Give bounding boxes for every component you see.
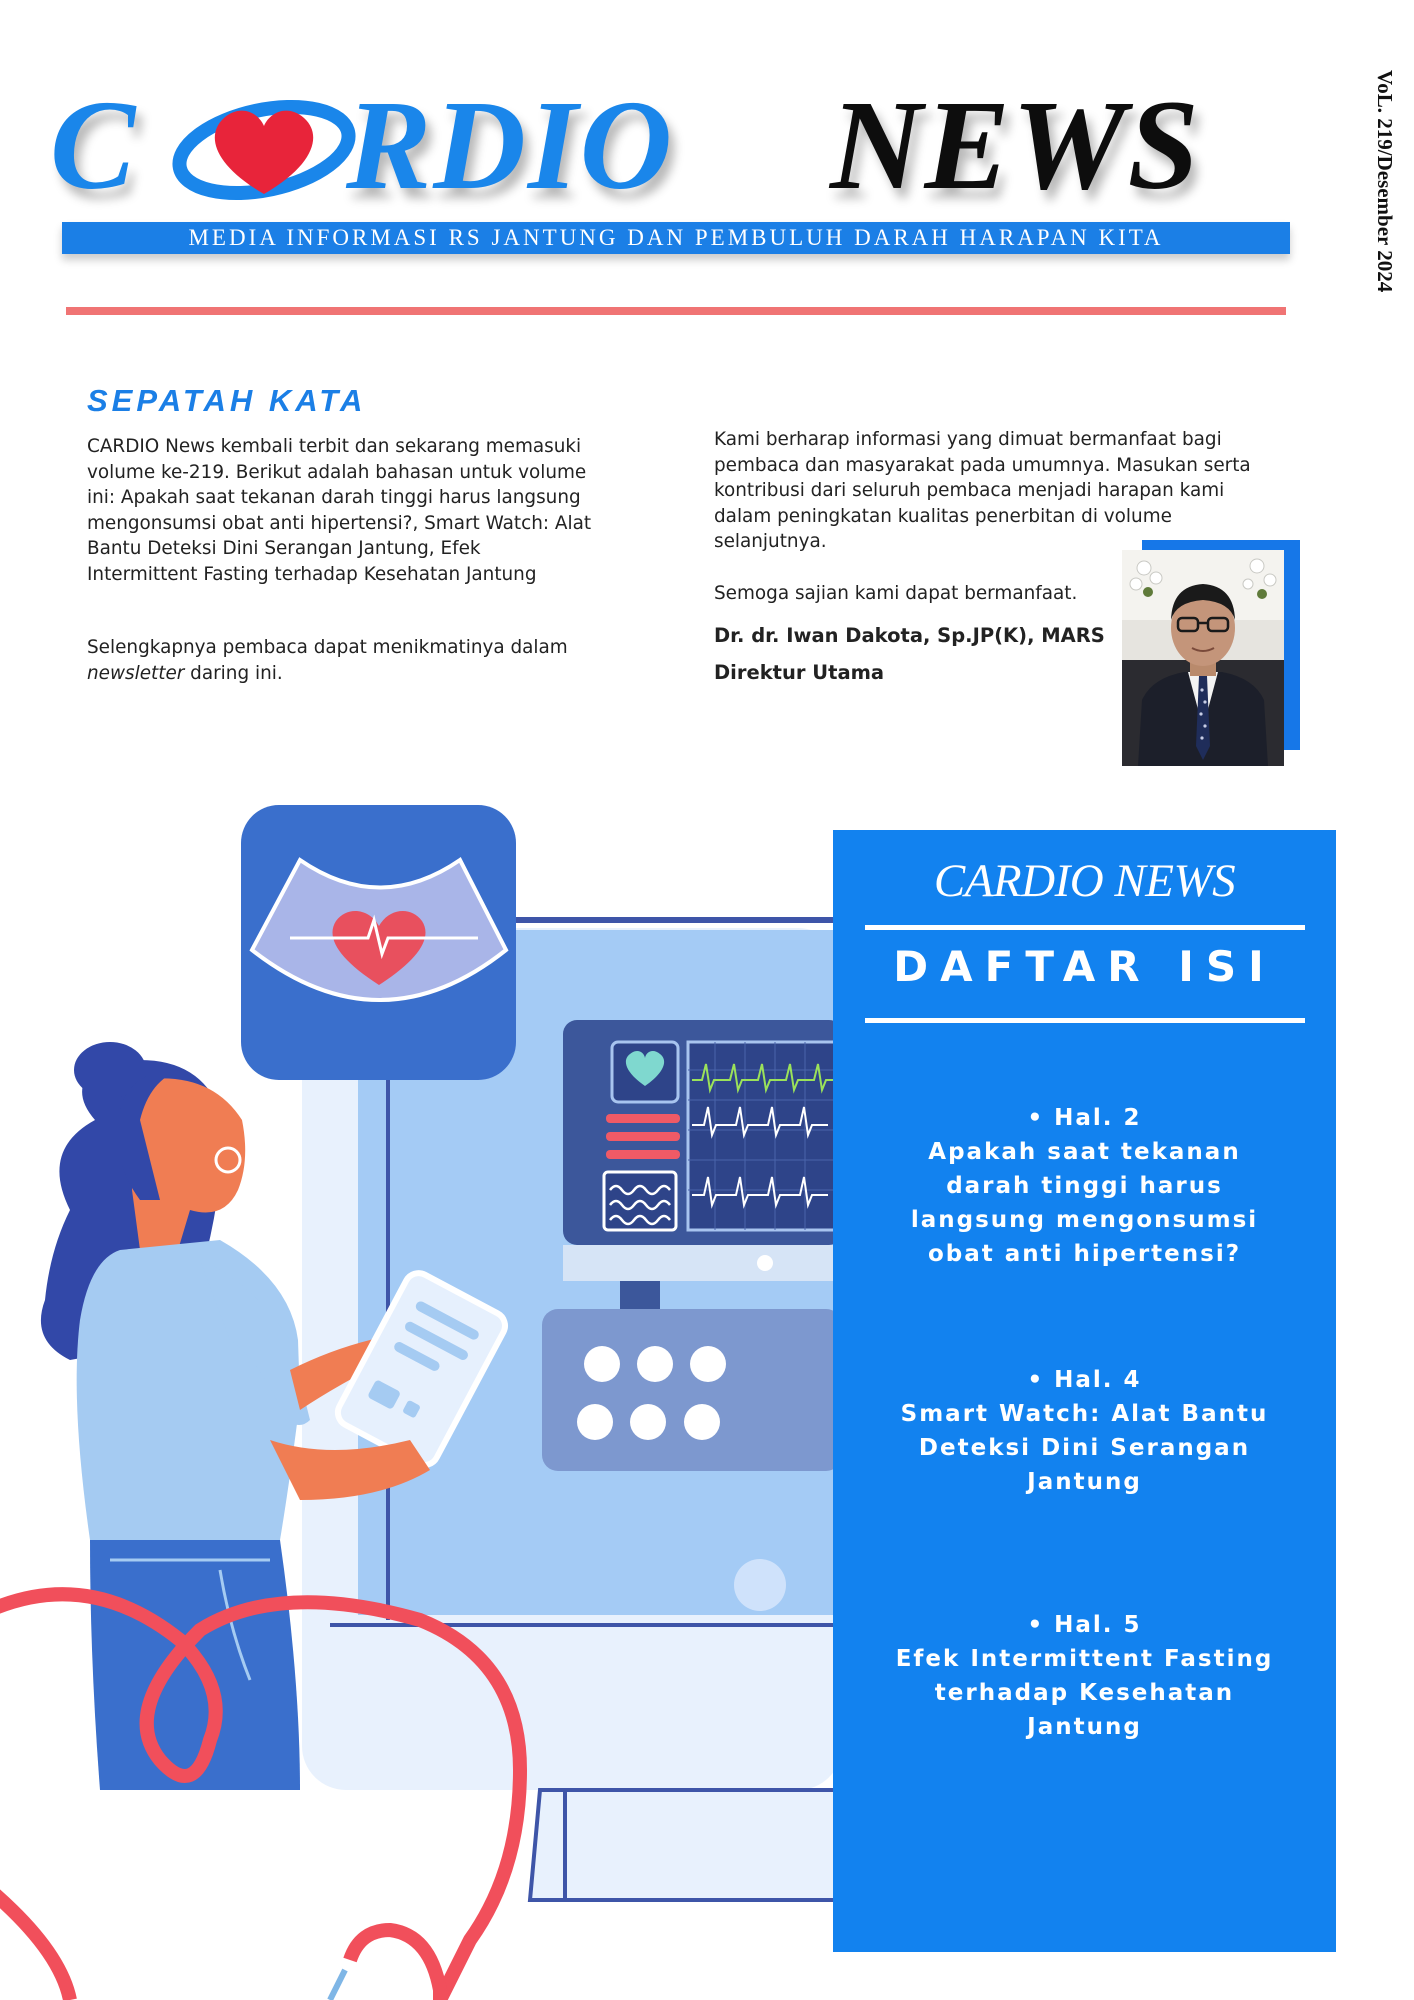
tagline-banner: MEDIA INFORMASI RS JANTUNG DAN PEMBULUH DARAH HARAPAN KITA: [62, 222, 1290, 254]
toc-item-title: Smart Watch: Alat Bantu Deteksi Dini Serangan Jantung: [900, 1401, 1269, 1495]
logo-letters-rdio: RDIO: [346, 74, 675, 216]
section-title: SEPATAH KATA: [87, 383, 367, 418]
signature-name: Dr. dr. Iwan Dakota, Sp.JP(K), MARS: [714, 624, 1105, 647]
toc-item[interactable]: [893, 1363, 1276, 1499]
toc-heading: DAFTAR ISI: [893, 942, 1276, 991]
logo-heart-icon: [172, 94, 358, 204]
intro-paragraph-1: CARDIO News kembali terbit dan sekarang memasuki volume ke-219. Berikut adalah bahasan untuk volume ini: Apakah saat tekanan darah tinggi harus langsung mengonsumsi obat anti hipertensi?, Smart Watch: Alat Bantu Deteksi Dini Serangan Jantung, Efek Intermittent Fasting terhadap Kesehatan Jantung: [87, 436, 592, 585]
toc-item-title: Apakah saat tekanan darah tinggi harus langsung mengonsumsi obat anti hipertensi?: [910, 1139, 1259, 1267]
toc-item[interactable]: [893, 1101, 1276, 1271]
toc-item-page: • Hal. 4: [1027, 1367, 1142, 1393]
newsletter-emphasis: newsletter: [87, 662, 185, 684]
intro-paragraph-2-tail: daring ini.: [184, 662, 283, 684]
toc-brand-title: CARDIO NEWS: [933, 855, 1236, 907]
toc-item-page: • Hal. 2: [1027, 1105, 1142, 1131]
ecg-machine-illustration: [542, 1020, 840, 1471]
volume-label: VoL. 219/Desember 2024: [1373, 70, 1397, 293]
intro-paragraph-3: Kami berharap informasi yang dimuat bermanfaat bagi pembaca dan masyarakat pada umumnya. Masukan serta kontribusi dari seluruh pembaca menjadi harapan kami dalam peningkatan kualitas penerbitan di volume selanjutnya.: [714, 429, 1251, 553]
toc-item[interactable]: [893, 1608, 1276, 1744]
ultrasound-heart-icon: [241, 805, 516, 1080]
intro-paragraph-2: [87, 635, 607, 686]
toc-divider-top: [865, 925, 1305, 930]
table-of-contents-panel: [833, 830, 1336, 1952]
intro-paragraph-2-text: Selengkapnya pembaca dapat menikmatinya dalam: [87, 637, 568, 658]
logo-letter-c: C: [50, 74, 138, 216]
signature-title: Direktur Utama: [714, 661, 885, 684]
toc-item-page: • Hal. 5: [1027, 1612, 1142, 1638]
cardio-illustration: [0, 780, 840, 2000]
header-divider: [66, 307, 1286, 315]
logo-word-news: NEWS: [830, 74, 1201, 216]
intro-paragraph-4: Semoga sajian kami dapat bermanfaat.: [714, 583, 1078, 604]
masthead-logo: [50, 74, 1310, 216]
toc-divider-bottom: [865, 1018, 1305, 1023]
director-photo: [1122, 550, 1284, 766]
toc-item-title: Efek Intermittent Fasting terhadap Kesehatan Jantung: [895, 1646, 1274, 1740]
